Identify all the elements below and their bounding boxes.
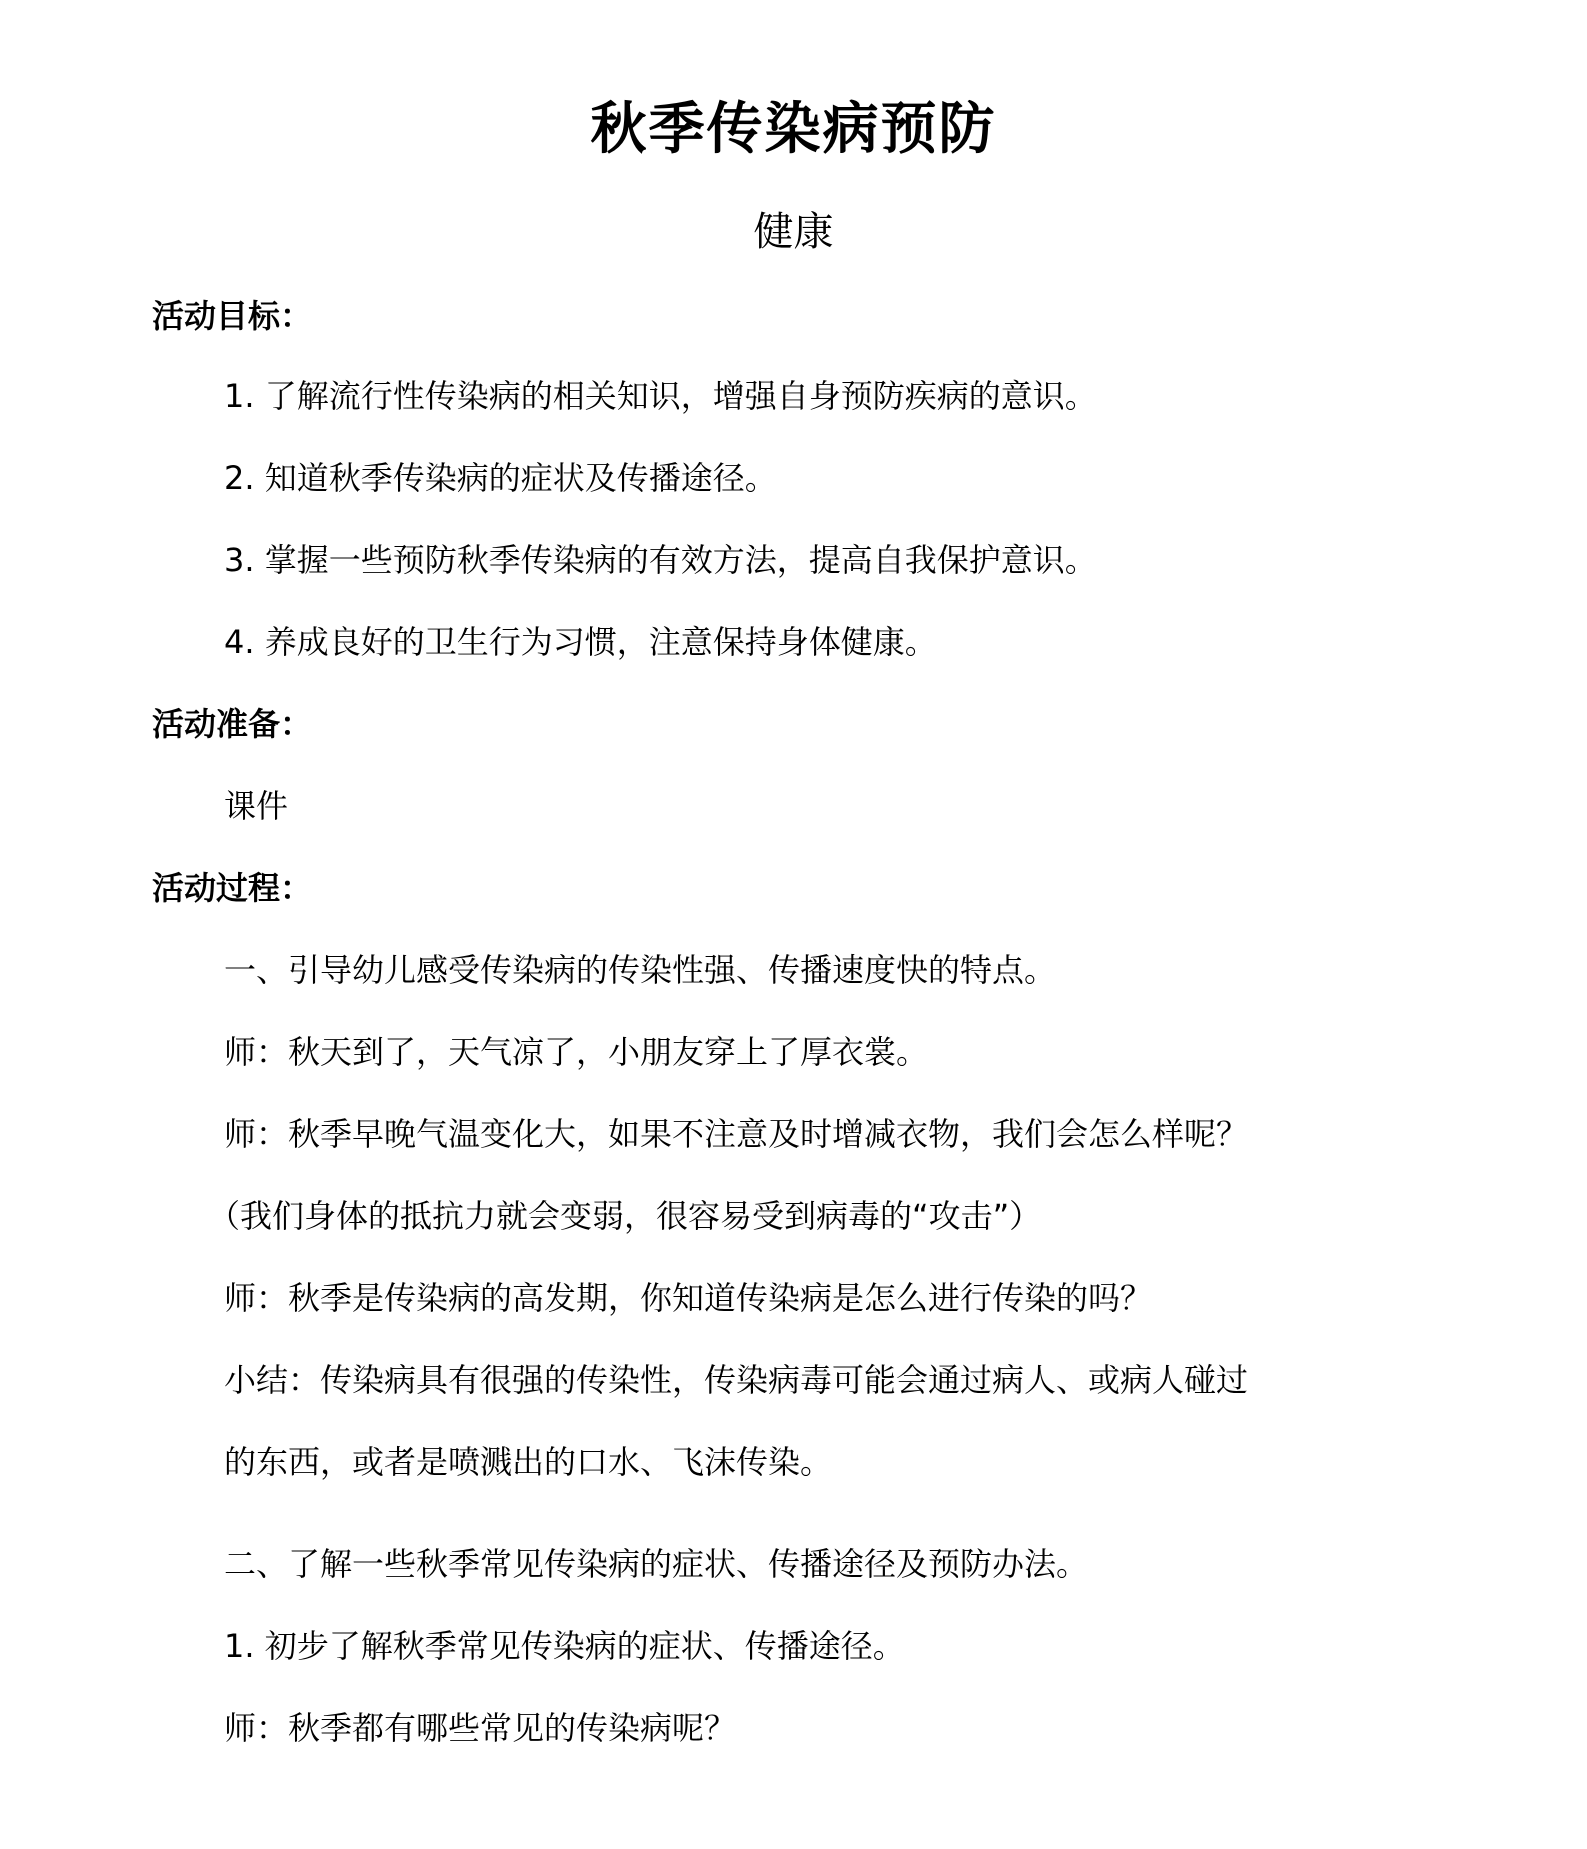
process-line: 小结：传染病具有很强的传染性，传染病毒可能会通过病人、或病人碰过 — [224, 1361, 1249, 1399]
section-heading-process: 活动过程： — [152, 869, 313, 907]
goal-item: 2. 知道秋季传染病的症状及传播途径。 — [224, 459, 777, 497]
process-line: 师：秋季早晚气温变化大，如果不注意及时增减衣物，我们会怎么样呢？ — [224, 1115, 1249, 1153]
document-subtitle: 健康 — [753, 209, 834, 255]
process-line: 二、了解一些秋季常见传染病的症状、传播途径及预防办法。 — [224, 1545, 1089, 1583]
process-line: 的东西，或者是喷溅出的口水、飞沫传染。 — [224, 1443, 833, 1481]
process-line: 师：秋季是传染病的高发期，你知道传染病是怎么进行传染的吗？ — [224, 1279, 1153, 1317]
goal-item: 4. 养成良好的卫生行为习惯，注意保持身体健康。 — [224, 623, 937, 661]
goal-item: 3. 掌握一些预防秋季传染病的有效方法，提高自我保护意识。 — [224, 541, 1097, 579]
section-heading-preparation: 活动准备： — [152, 705, 313, 743]
goal-item: 1. 了解流行性传染病的相关知识，增强自身预防疾病的意识。 — [224, 377, 1097, 415]
preparation-item: 课件 — [224, 787, 289, 825]
section-heading-goals: 活动目标： — [152, 297, 313, 335]
document-title: 秋季传染病预防 — [590, 97, 997, 162]
process-line: （我们身体的抵抗力就会变弱，很容易受到病毒的“攻击”） — [208, 1197, 1042, 1235]
process-line: 师：秋天到了，天气凉了，小朋友穿上了厚衣裳。 — [224, 1033, 929, 1071]
process-line: 1. 初步了解秋季常见传染病的症状、传播途径。 — [224, 1627, 905, 1665]
process-line: 一、引导幼儿感受传染病的传染性强、传播速度快的特点。 — [224, 951, 1057, 989]
process-line: 师：秋季都有哪些常见的传染病呢？ — [224, 1709, 737, 1747]
